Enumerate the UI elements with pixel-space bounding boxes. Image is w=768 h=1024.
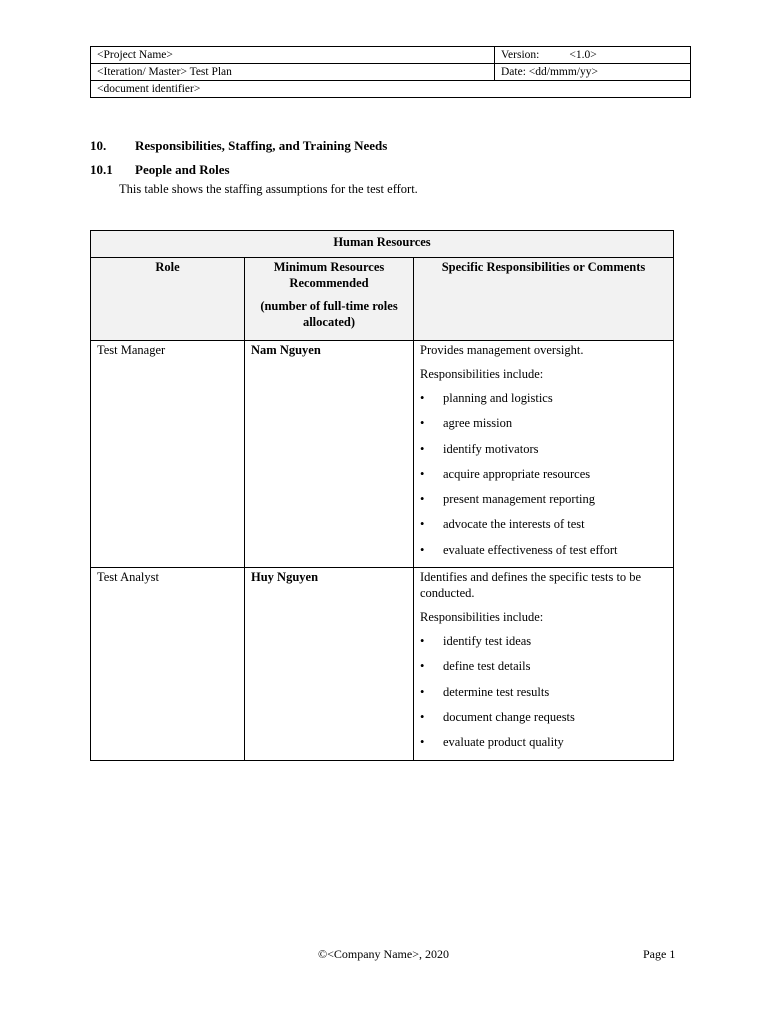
column-header-resp-text: Specific Responsibilities or Comments: [441, 260, 646, 274]
header-row: [91, 47, 691, 64]
list-item: [420, 734, 667, 759]
list-item: [420, 684, 667, 709]
bullet-icon: •: [420, 466, 425, 481]
list-item: [420, 709, 667, 734]
role-description: Identifies and defines the specific tests to be conducted.: [420, 570, 642, 601]
person-name-cell: Huy Nguyen: [245, 568, 414, 760]
version-value: <1.0>: [569, 49, 597, 61]
section-title: Responsibilities, Staffing, and Training Needs: [135, 138, 388, 153]
responsibilities-cell: [414, 341, 674, 568]
bullet-icon: •: [420, 542, 425, 557]
role-cell: Test Analyst: [91, 568, 245, 760]
list-item: [420, 466, 667, 491]
bullet-icon: •: [420, 634, 425, 649]
column-header-row: [91, 258, 674, 341]
list-item-text: determine test results: [443, 684, 550, 699]
bullet-icon: •: [420, 416, 425, 431]
list-item: [420, 441, 667, 466]
bullet-icon: •: [420, 684, 425, 699]
bullet-icon: •: [420, 517, 425, 532]
bullet-icon: •: [420, 659, 425, 674]
footer-copyright: ©<Company Name>, 2020: [318, 947, 449, 961]
version-label: Version:: [501, 49, 540, 61]
responsibility-list: [420, 390, 667, 567]
footer-page-number: Page 1: [643, 947, 676, 961]
header-row: [91, 81, 691, 98]
document-header-table: [90, 46, 691, 98]
bullet-icon: •: [420, 735, 425, 750]
subsection-number: 10.1: [90, 162, 113, 177]
list-item-text: evaluate product quality: [443, 735, 564, 750]
bullet-icon: •: [420, 492, 425, 507]
date-cell: Date: <dd/mmm/yy>: [495, 64, 691, 81]
column-header-min-text: Minimum Resources Recommended: [273, 260, 385, 290]
version-cell: [495, 47, 691, 64]
document-identifier: <document identifier>: [91, 81, 691, 98]
list-item-text: advocate the interests of test: [443, 517, 585, 532]
role-description: Provides management oversight.: [420, 343, 584, 357]
column-header-min-resources: [245, 258, 414, 341]
list-item-text: identify motivators: [443, 441, 539, 456]
column-header-responsibilities: [414, 258, 674, 341]
list-item-text: planning and logistics: [443, 391, 553, 405]
list-item-text: present management reporting: [443, 492, 596, 507]
responsibilities-label: Responsibilities include:: [420, 610, 544, 625]
column-header-role: [91, 258, 245, 341]
human-resources-table: [90, 230, 674, 761]
list-item-text: acquire appropriate resources: [443, 466, 591, 481]
role-cell: Test Manager: [91, 341, 245, 568]
list-item-text: evaluate effectiveness of test effort: [443, 542, 618, 557]
person-name-cell: Nam Nguyen: [245, 341, 414, 568]
list-item: [420, 491, 667, 516]
project-name: <Project Name>: [91, 47, 495, 64]
bullet-icon: •: [420, 391, 425, 405]
list-item-text: define test details: [443, 659, 531, 674]
bullet-icon: •: [420, 709, 425, 724]
list-item: [420, 658, 667, 683]
column-header-min-subtext: (number of full-time roles allocated): [260, 299, 398, 329]
intro-paragraph: This table shows the staffing assumptions for the test effort.: [119, 182, 418, 196]
list-item: [420, 415, 667, 440]
list-item-text: agree mission: [443, 416, 513, 431]
column-header-role-text: Role: [155, 260, 180, 274]
table-title: Human Resources: [91, 231, 674, 258]
responsibilities-label: Responsibilities include:: [420, 367, 544, 381]
list-item: [420, 633, 667, 658]
list-item-text: document change requests: [443, 709, 575, 724]
responsibility-list: [420, 633, 667, 759]
section-number: 10.: [90, 138, 107, 153]
responsibilities-cell: [414, 568, 674, 760]
list-item: [420, 542, 667, 567]
bullet-icon: •: [420, 441, 425, 456]
list-item-text: identify test ideas: [443, 634, 532, 649]
header-row: [91, 64, 691, 81]
table-row: [91, 568, 674, 760]
list-item: [420, 390, 667, 415]
plan-type: <Iteration/ Master> Test Plan: [91, 64, 495, 81]
table-title-row: [91, 231, 674, 258]
list-item: [420, 516, 667, 541]
table-row: [91, 341, 674, 568]
subsection-title: People and Roles: [135, 162, 230, 177]
